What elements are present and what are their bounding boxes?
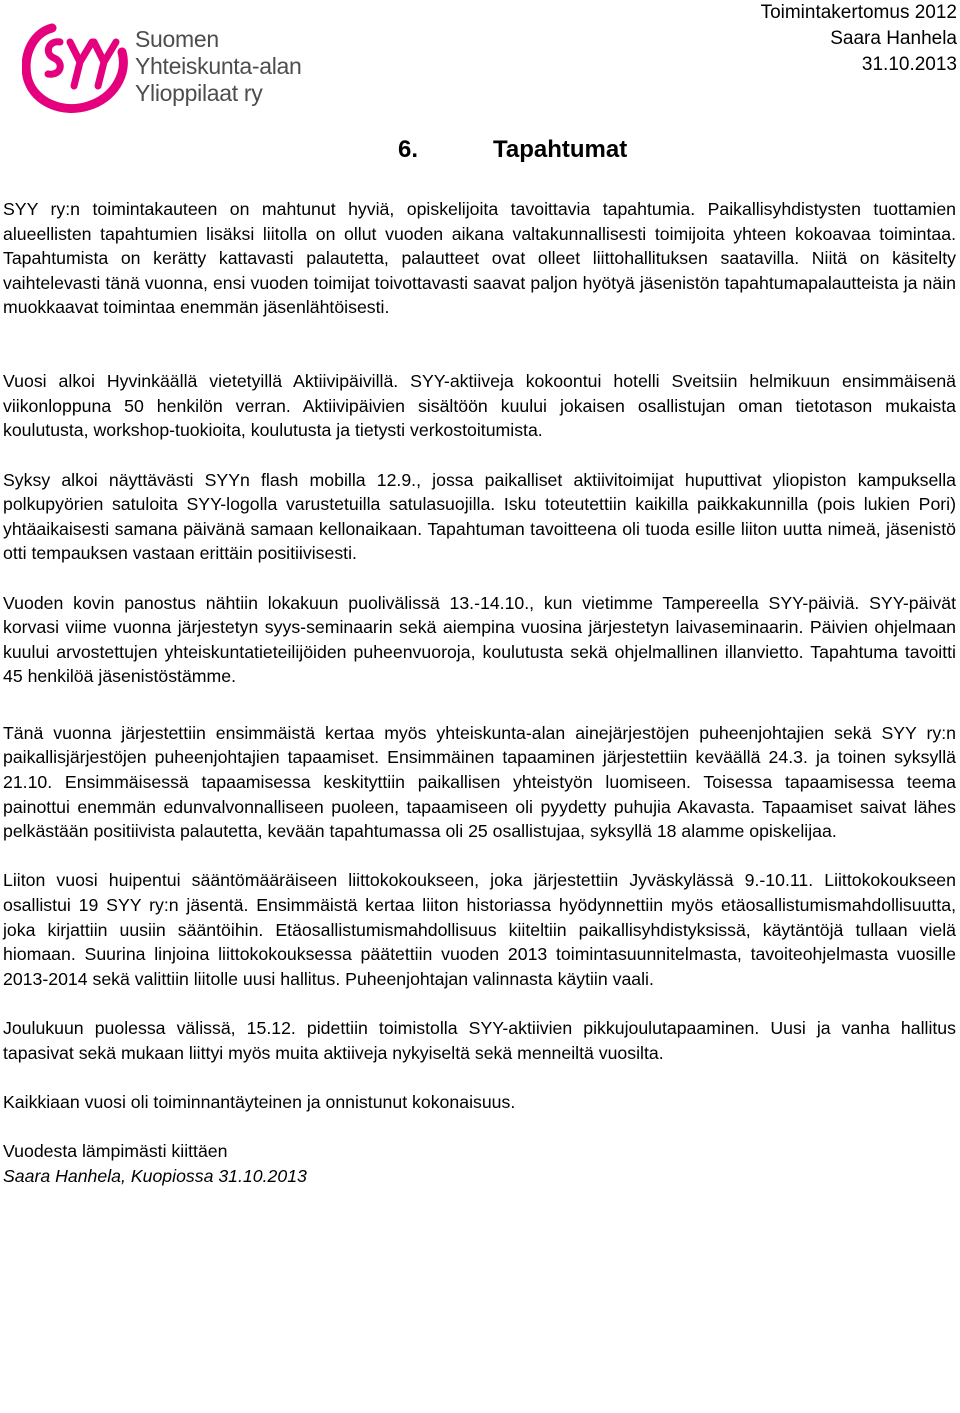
paragraph: Kaikkiaan vuosi oli toiminnantäyteinen ja onnistunut kokonaisuus. [3, 1091, 516, 1112]
logo-name-line: Suomen [135, 26, 219, 52]
closing-block [3, 1139, 956, 1188]
syy-logo [22, 16, 342, 116]
document-body [3, 197, 956, 1188]
paragraph: Tänä vuonna järjestettiin ensimmäistä kertaa myös yhteiskunta-alan ainejärjestöjen puheenjohtajien sekä SYY ry:n paikallisjärjestöjen puheenjohtajien tapaamiset. Ensimmäinen tapaaminen järjestettiin keväällä 24.3. ja toinen syksyllä 21.10. Ensimmäisessä tapaamisessa keskityttiin paikallisen yhteistyön luomiseen. Toisessa tapaamisessa teema painottui enemmän edunvalvonnalliseen puoleen, tapaamiseen oli pyydetty puhujia Akavasta. Tapaamiset saivat lähes pelkästään positiivista palautetta, kevään tapahtumassa oli 25 osallistujaa, syksyllä 18 alamme opiskelijaa. [3, 722, 956, 842]
syy-logo-mark [22, 16, 132, 116]
paragraph: Liiton vuosi huipentui sääntömääräiseen liittokokoukseen, joka järjestettiin Jyväskylässä 9.-10.11. Liittokokoukseen osallistui 19 SYY ry:n jäsentä. Ensimmäistä kertaa liiton historiassa hyödynnettiin myös etäosallistumismahdollisuutta, joka kirjattiin uusiin sääntöihin. Etäosallistumismahdollisuus kiiteltiin paikallisyhdistyksissä, käytäntöjä tullaan vielä hiomaan. Suurina linjoina liittokokouksessa päätettiin vuoden 2013 toimintasuunnitelmasta, tavoiteohjelmasta vuosille 2013-2014 sekä valittiin liitolle uusi hallitus. Puheenjohtajan valinnasta käytiin vaali. [3, 870, 956, 989]
section-heading [398, 135, 627, 165]
paragraph: Vuoden kovin panostus nähtiin lokakuun puolivälissä 13.-14.10., kun vietimme Tampereella SYY-päiviä. SYY-päivät korvasi viime vuonna järjestetyn syys-seminaarin sekä aiempina vuosina järjestetyn laivaseminaarin. Päivien ohjelmaan kuului arvostettujen yhteiskuntatieteilijöiden puheenvuoroja, koulutusta sekä ohjelmallinen illanvietto. Tapahtuma tavoitti 45 henkilöä jäsenistöstämme. [3, 592, 956, 687]
logo-organisation-name [135, 26, 302, 107]
section-number: 6. [398, 136, 419, 163]
report-date: 31.10.2013 [861, 54, 957, 75]
logo-name-line: Ylioppilaat ry [135, 80, 263, 106]
logo-name-line: Yhteiskunta-alan [135, 53, 302, 79]
closing-thanks: Vuodesta lämpimästi kiittäen [3, 1140, 228, 1161]
paragraph: Joulukuun puolessa välissä, 15.12. pidettiin toimistolla SYY-aktiivien pikkujoulutapaaminen. Uusi ja vanha hallitus tapasivat sekä mukaan liittyi myös muita aktiiveja nykyiseltä sekä menneiltä vuosilta. [3, 1018, 956, 1063]
paragraph: SYY ry:n toimintakauteen on mahtunut hyviä, opiskelijoita tavoittavia tapahtumia. Paikallisyhdistysten tuottamien alueellisten tapahtumien lisäksi liitolla on ollut vuoden aikana valtakunnallisesti toimijoita yhteen kokoavaa toimintaa. Tapahtumista on kerätty kattavasti palautetta, palautteet ovat olleet liittohallituksen saatavilla. Niitä on käsitelty vaihtelevasti tänä vuonna, ensi vuoden toimijat toivottavasti saavat paljon hyötyä jäsenistön tapahtumapalautteista ja näin muokkaavat toimintaa enemmän jäsenlähtöisesti. [3, 199, 956, 318]
paragraph: Syksy alkoi näyttävästi SYYn flash mobilla 12.9., jossa paikalliset aktiivitoimijat huputtivat yliopiston kampuksella polkupyörien satuloita SYY-logolla varustetuilla satulasuojilla. Isku toteutettiin kaikilla paikkakunnilla (pois lukien Pori) yhtäaikaisesti samana päivänä samaan kellonaikaan. Tapahtuman tavoitteena oli tuoda esille liiton uutta nimeä, jäsenistö otti tempauksen vastaan erittäin positiivisesti. [3, 469, 956, 564]
document-header [761, 0, 957, 78]
report-title: Toimintakertomus 2012 [760, 2, 957, 23]
section-title: Tapahtumat [493, 136, 628, 163]
author-name: Saara Hanhela [830, 28, 957, 49]
signature-line: Saara Hanhela, Kuopiossa 31.10.2013 [3, 1165, 307, 1186]
paragraph: Vuosi alkoi Hyvinkäällä vietetyillä Aktiivipäivillä. SYY-aktiiveja kokoontui hotelli Sveitsiin helmikuun ensimmäisenä viikonloppuna 50 henkilön verran. Aktiivipäivien sisältöön kuului jokaisen osallistujan oman tietotason mukaista koulutusta, workshop-tuokioita, koulutusta ja tietysti verkostoitumista. [3, 371, 956, 441]
